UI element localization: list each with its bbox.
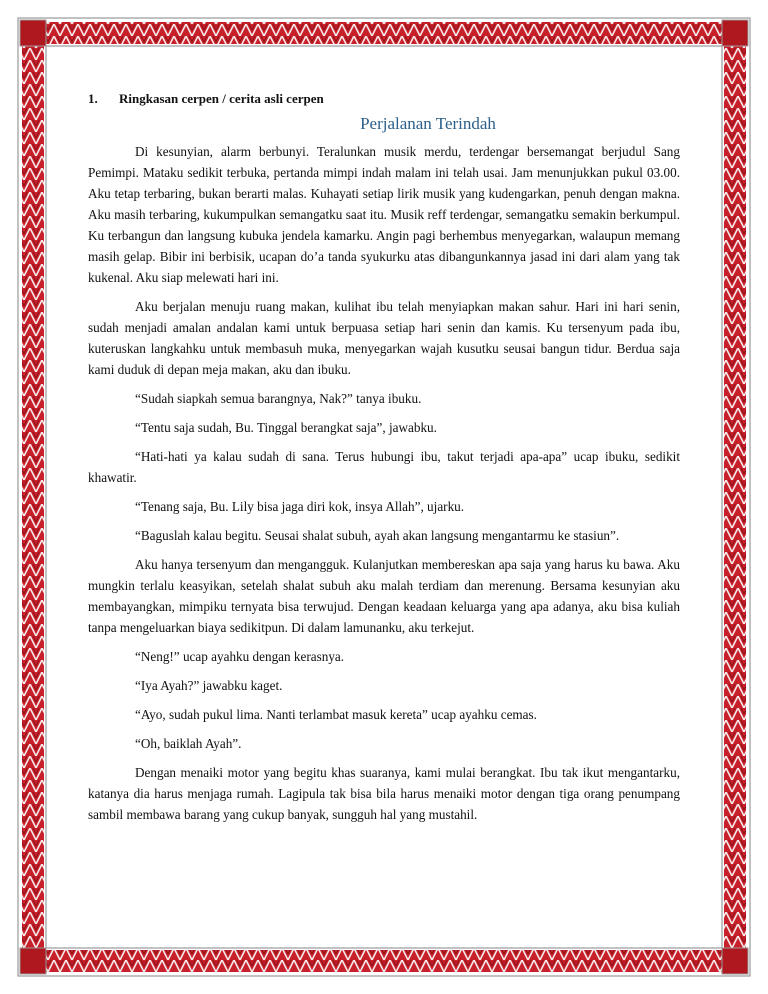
dialogue-line: “Ayo, sudah pukul lima. Nanti terlambat masuk kereta” ucap ayahku cemas.: [135, 707, 537, 722]
document-body: [88, 88, 680, 833]
dialogue-line: “Tentu saja sudah, Bu. Tinggal berangkat saja”, jawabku.: [135, 420, 437, 435]
section-heading: [88, 88, 680, 109]
dialogue-line: “Oh, baiklah Ayah”.: [135, 736, 242, 751]
dialogue-line: “Tenang saja, Bu. Lily bisa jaga diri kok, insya Allah”, ujarku.: [135, 499, 465, 514]
dialogue-line: “Neng!” ucap ayahku dengan kerasnya.: [135, 649, 345, 664]
section-heading-text: Ringkasan cerpen / cerita asli cerpen: [119, 91, 324, 106]
dialogue-line: “Baguslah kalau begitu. Seusai shalat subuh, ayah akan langsung mengantarmu ke stasiun”.: [135, 528, 620, 543]
dialogue-line: “Iya Ayah?” jawabku kaget.: [135, 678, 283, 693]
section-number: 1.: [88, 91, 98, 106]
story-paragraph: Dengan menaiki motor yang begitu khas suaranya, kami mulai berangkat. Ibu tak ikut mengantarku, katanya dia harus menjaga rumah. Lagipula tak bisa bila harus menaiki motor dengan tiga orang penumpang sambil membawa barang yang cukup banyak, sungguh hal yang mustahil.: [88, 765, 680, 822]
story-paragraph: Aku hanya tersenyum dan mengangguk. Kulanjutkan membereskan apa saja yang harus ku bawa. Aku mungkin terlalu keasyikan, setelah shalat subuh aku malah terdiam dan merenung. Bersama kesunyian aku membayangkan, mimpiku ternyata bisa terwujud. Dengan keadaan keluarga yang apa adanya, aku bisa kuliah tanpa mengeluarkan biaya sedikitpun. Di dalam lamunanku, aku terkejut.: [88, 557, 680, 635]
story-paragraph: Di kesunyian, alarm berbunyi. Teralunkan musik merdu, terdengar bersemangat berjudul Sang Pemimpi. Mataku sedikit terbuka, pertanda mimpi indah malam ini telah usai. Jam menunjukkan pukul 03.00. Aku tetap terbaring, bukan berarti malas. Kuhayati setiap lirik musik yang kudengarkan, penuh dengan makna. Aku masih terbaring, kukumpulkan semangatku saat itu. Musik reff terdengar, semangatku semakin berkumpul. Ku terbangun dan langsung kubuka jendela kamarku. Angin pagi berhembus menyegarkan, walaupun memang masih gelap. Bibir ini berbisik, ucapan do’a tanda syukurku atas dibangunkannya jasad ini dari alam yang tak kukenal. Aku siap melewati hari ini.: [88, 144, 680, 285]
dialogue-line: “Sudah siapkah semua barangnya, Nak?” tanya ibuku.: [135, 391, 422, 406]
story-paragraph: Aku berjalan menuju ruang makan, kulihat ibu telah menyiapkan makan sahur. Hari ini hari senin, sudah menjadi amalan andalan kami untuk berpuasa setiap hari senin dan kamis. Ku tersenyum pada ibu, kuteruskan langkahku untuk membasuh muka, menyegarkan wajah kusutku seusai bangun tidur. Berdua saja kami duduk di depan meja makan, aku dan ibuku.: [88, 299, 680, 377]
dialogue-line: “Hati-hati ya kalau sudah di sana. Terus hubungi ibu, takut terjadi apa-apa” ucap ibuku, sedikit khawatir.: [88, 449, 680, 485]
story-title: Perjalanan Terindah: [360, 114, 496, 133]
